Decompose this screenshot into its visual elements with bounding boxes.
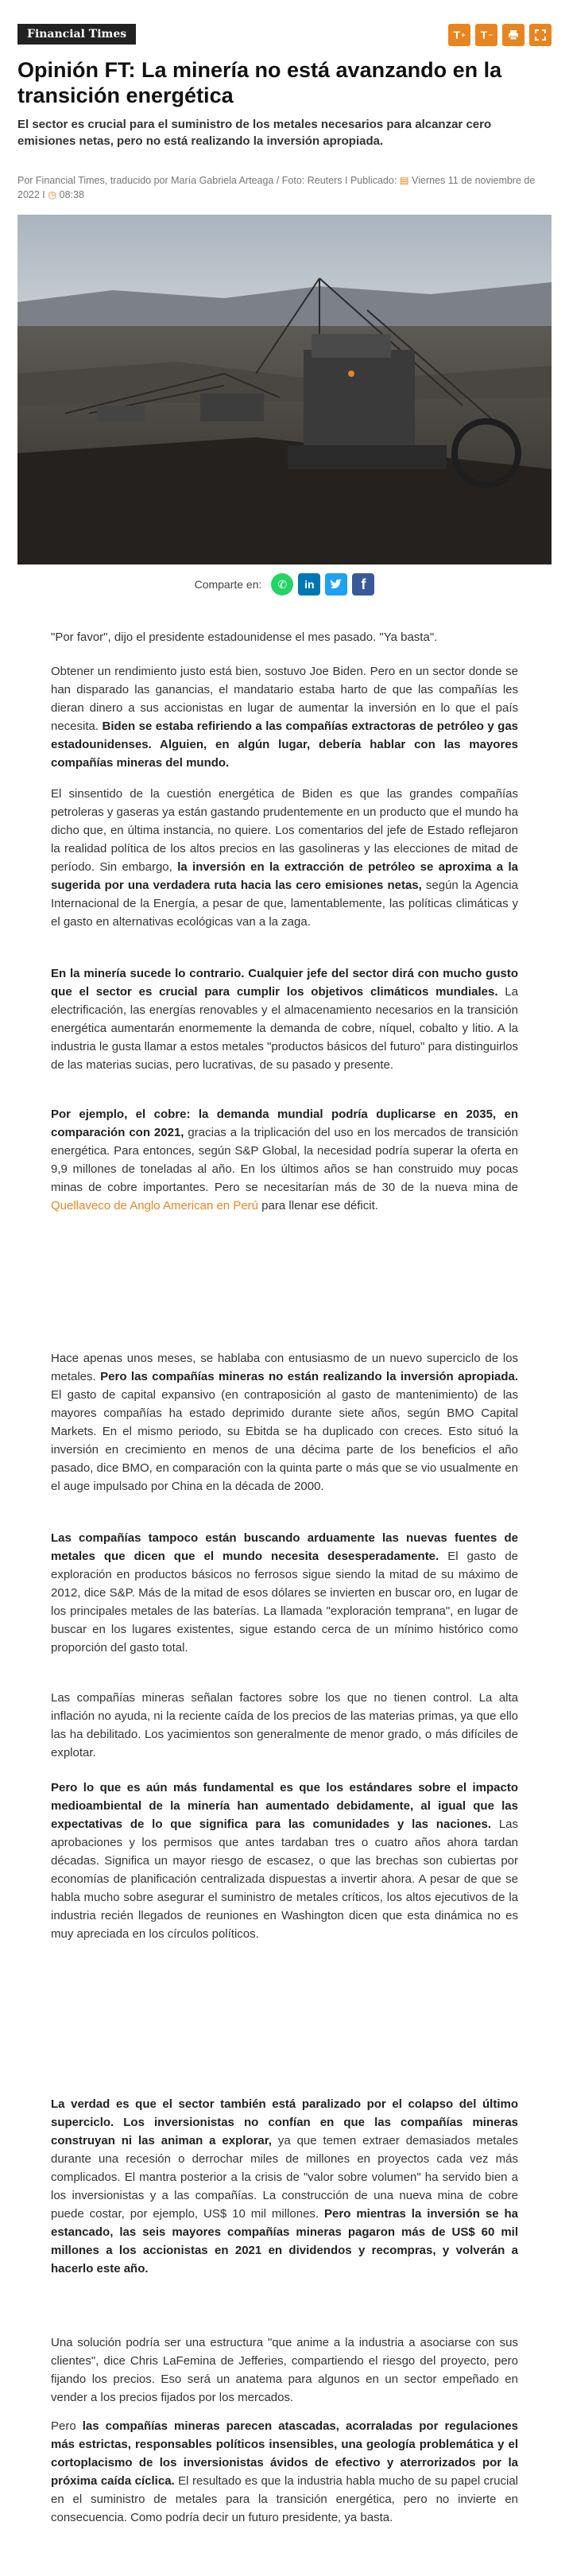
paragraph-10 <box>51 2095 518 2278</box>
paragraph-5-text: gracias a la triplicación del uso en los mercados de transición energética. Para entonces, según S&P Global, la necesidad podría superar la oferta en 9,9 millones de toneladas al año. En los últimos años se han construido muy pocas minas de cobre importantes. Pero se necesitarían más de 30 de la nueva mina de <box>51 1126 518 1194</box>
paragraph-9-text: Las aprobaciones y los permisos que antes tardaban tres o cuatro años ahora tardan décadas. Significa un mayor riesgo de escasez, o que las brechas son cubiertas por economías de planificación centralizada dispuestas a invertir ahora. A pesar de que se habla mucho sobre asegurar el suministro de metales críticos, los altos ejecutivos de la industria recién llegados de reuniones en Washington dicen que esta dinámica no es muy apreciada en los círculos políticos. <box>51 1818 518 1941</box>
article-title: Opinión FT: La minería no está avanzando en la transición energética <box>17 58 502 107</box>
whatsapp-share-button[interactable] <box>271 573 293 596</box>
paragraph-3 <box>51 785 518 931</box>
font-decrease-button[interactable]: T − <box>475 24 497 46</box>
byline-time: 08:38 <box>59 189 84 200</box>
whatsapp-icon: ✆ <box>277 577 288 591</box>
paragraph-8: Las compañías mineras señalan factores sobre los que no tienen control. La alta inflación no ayuda, ni la reciente caída de los precios de las materias primas, ya que ello las ha debilitado. Los yacimientos son generalmente de menor grado, o más difíciles de explotar. <box>51 1691 518 1759</box>
paragraph-2-bold: Biden se estaba refiriendo a las compañías extractoras de petróleo y gas estadounidenses. Alguien, en algún lugar, debería hablar con las mayores compañías mineras del mundo. <box>51 720 518 770</box>
paragraph-2-text: Obtener un rendimiento justo está bien, sostuvo Joe Biden. Pero en un sector donde se han disparado las ganancias, el mandatario estaba harto de que las compañías les dieran dinero a sus accionistas en lugar de aumentar la inversión en lo que el país necesita. <box>51 665 518 733</box>
article-lead: El sector es crucial para el suministro de los metales necesarios para alcanzar cero emisiones netas, pero no está realizando la inversión apropiada. <box>17 118 492 148</box>
paragraph-12-bold: las compañías mineras parecen atascadas, acorraladas por regulaciones más estrictas, responsables políticos insensibles, una geología problemática y el cortoplacismo de los inversionistas ávidos de efectivo y aterrorizados por la próxima caída cíclica. <box>51 2419 518 2488</box>
byline-text: Por Financial Times, traducido por María Gabriela Arteaga / Foto: Reuters I Publicado: <box>17 175 397 186</box>
paragraph-11: Una solución podría ser una estructura "que anime a la industria a asociarse con sus clientes", dice Chris LaFemina de Jefferies, compartiendo el riesgo del proyecto, pero fijando los precios. Eso será un anatema para algunos en un sector empeñado en vender a los precios fijados por los mercados. <box>51 2336 518 2404</box>
paragraph-6-bold: Pero las compañías mineras no están realizando la inversión apropiada. <box>100 1370 519 1383</box>
mining-excavator-photo <box>17 215 552 564</box>
paragraph-3-text: El sinsentido de la cuestión energética de Biden es que las grandes compañías petroleras y gaseras ya están gastando prudentemente en un producto que el mundo ha dicho que, en última instancia, no quiere. Los comentarios del jefe de Estado reflejaron la realidad política de los altos precios en las gasolineras y las elecciones de mitad de período. Sin embargo, <box>51 787 518 874</box>
print-button[interactable] <box>502 24 524 46</box>
paragraph-5-tail: para llenar ese déficit. <box>258 1199 378 1212</box>
article-topbar <box>17 24 552 48</box>
paragraph-9 <box>51 1779 518 1943</box>
paragraph-7-bold: Las compañías tampoco están buscando arduamente las nuevas fuentes de metales que dicen que el mundo necesita desesperadamente. <box>51 1531 518 1563</box>
paragraph-7 <box>51 1529 518 1657</box>
paragraph-5 <box>51 1105 518 1215</box>
linkedin-icon: in <box>304 578 315 591</box>
expand-icon <box>535 29 546 41</box>
paragraph-7-text: El gasto de exploración en productos básicos no ferrosos sigue siendo la mitad de su máximo de 2012, dice S&P. Más de la mitad de esos dólares se invierten en buscar oro, en lugar de los principales metales de las baterías. La llamada "exploración temprana", en lugar de buscar en los lugares existentes, sigue estando cerca de un mínimo histórico como proporción del gasto total. <box>51 1550 519 1655</box>
paragraph-3-bold: la inversión en la extracción de petróleo se aproxima a la sugerida por una verdadera ruta hacia las cero emisiones netas, <box>51 860 518 892</box>
print-icon <box>508 29 519 41</box>
hero-image <box>17 215 552 564</box>
paragraph-2 <box>51 662 518 772</box>
paragraph-1: "Por favor", dijo el presidente estadounidense el mes pasado. "Ya basta". <box>51 630 438 644</box>
expand-button[interactable] <box>529 24 552 46</box>
twitter-icon <box>330 579 343 590</box>
facebook-icon: f <box>361 576 366 592</box>
twitter-share-button[interactable] <box>325 573 347 596</box>
byline-date: Viernes 11 de noviembre de 2022 I <box>17 175 536 200</box>
paragraph-12-tail: El resultado es que la industria habla mucho de su papel crucial en el suministro de metales para la transición energética, pero no invierte en consecuencia. Como podría decir un futuro presidente, ya basta. <box>51 2474 518 2524</box>
calendar-icon: ▤ <box>399 175 409 186</box>
paragraph-12-text: Pero <box>51 2419 83 2433</box>
clock-icon: ◷ <box>48 189 57 200</box>
font-increase-button[interactable]: T + <box>448 24 470 46</box>
paragraph-4 <box>51 964 518 1074</box>
facebook-share-button[interactable] <box>352 573 374 596</box>
paragraph-9-bold: Pero lo que es aún más fundamental es que los estándares sobre el impacto medioambiental de la minería han aumentado debidamente, al igual que las expectativas de lo que significa para las comunidades y las naciones. <box>51 1781 518 1831</box>
quellaveco-link[interactable]: Quellaveco de Anglo American en Perú <box>51 1199 258 1212</box>
paragraph-6-text: Hace apenas unos meses, se hablaba con entusiasmo de un nuevo superciclo de los metales. <box>51 1352 518 1383</box>
article-byline <box>17 173 552 202</box>
paragraph-5-bold: Por ejemplo, el cobre: la demanda mundial podría duplicarse en 2035, en comparación con 2021, <box>51 1108 518 1139</box>
paragraph-10-text: ya que temen extraer demasiados metales durante una recesión o derrochar miles de millones en proyectos cada vez más complicados. El mantra posterior a la crisis de "valor sobre volumen" ha servido bien a los inversionistas y a las compañías. La construcción de una nueva mina de cobre puede costar, por ejemplo, US$ 10 mil millones. <box>51 2134 518 2221</box>
share-label: Comparte en: <box>194 578 262 591</box>
linkedin-share-button[interactable] <box>298 573 320 596</box>
paragraph-3-tail: según la Agencia Internacional de la Energía, a pesar de que, lamentablemente, las políticas climáticas y el gasto en alternativas ecológicas van a la zaga. <box>51 879 518 929</box>
paragraph-4-bold: En la minería sucede lo contrario. Cualquier jefe del sector dirá con mucho gusto que el sector es crucial para cumplir los objetivos climáticos mundiales. <box>51 967 518 999</box>
paragraph-4-text: La electrificación, las energías renovables y el almacenamiento necesarios en la transición energética aumentarán enormemente la demanda de cobre, níquel, cobalto y litio. A la industria le gusta llamar a estos metales "productos básicos del futuro" para distinguirlos de las materias sucias, pero lucrativas, de su pasado y presente. <box>51 985 518 1072</box>
paragraph-6-tail: El gasto de capital expansivo (en contraposición al gasto de mantenimiento) de las mayores compañías ha estado deprimido durante siete años, según BMO Capital Markets. En el mismo periodo, su Ebitda se ha duplicado con creces. Esto situó la inversión en crecimiento en menos de una décima parte de los beneficios el año pasado, dice BMO, en comparación con la quinta parte o más que se vio usualmente en el auge impulsado por China en la década de 2000. <box>51 1388 518 1493</box>
paragraph-6 <box>51 1349 518 1496</box>
share-bar <box>0 568 569 600</box>
paragraph-12 <box>51 2417 518 2527</box>
paragraph-10-bold-tail: Pero mientras la inversión se ha estancado, las seis mayores compañías mineras pagaron más de US$ 60 mil millones a los accionistas en 2021 en dividendos y recompras, y volverán a hacerlo este año. <box>51 2207 518 2275</box>
article-tools <box>448 24 552 46</box>
source-badge: Financial Times <box>17 24 136 45</box>
paragraph-10-bold: La verdad es que el sector también está paralizado por el colapso del último superciclo. Los inversionistas no confían en que las compañías mineras construyan ni las animan a explorar, <box>51 2097 518 2147</box>
